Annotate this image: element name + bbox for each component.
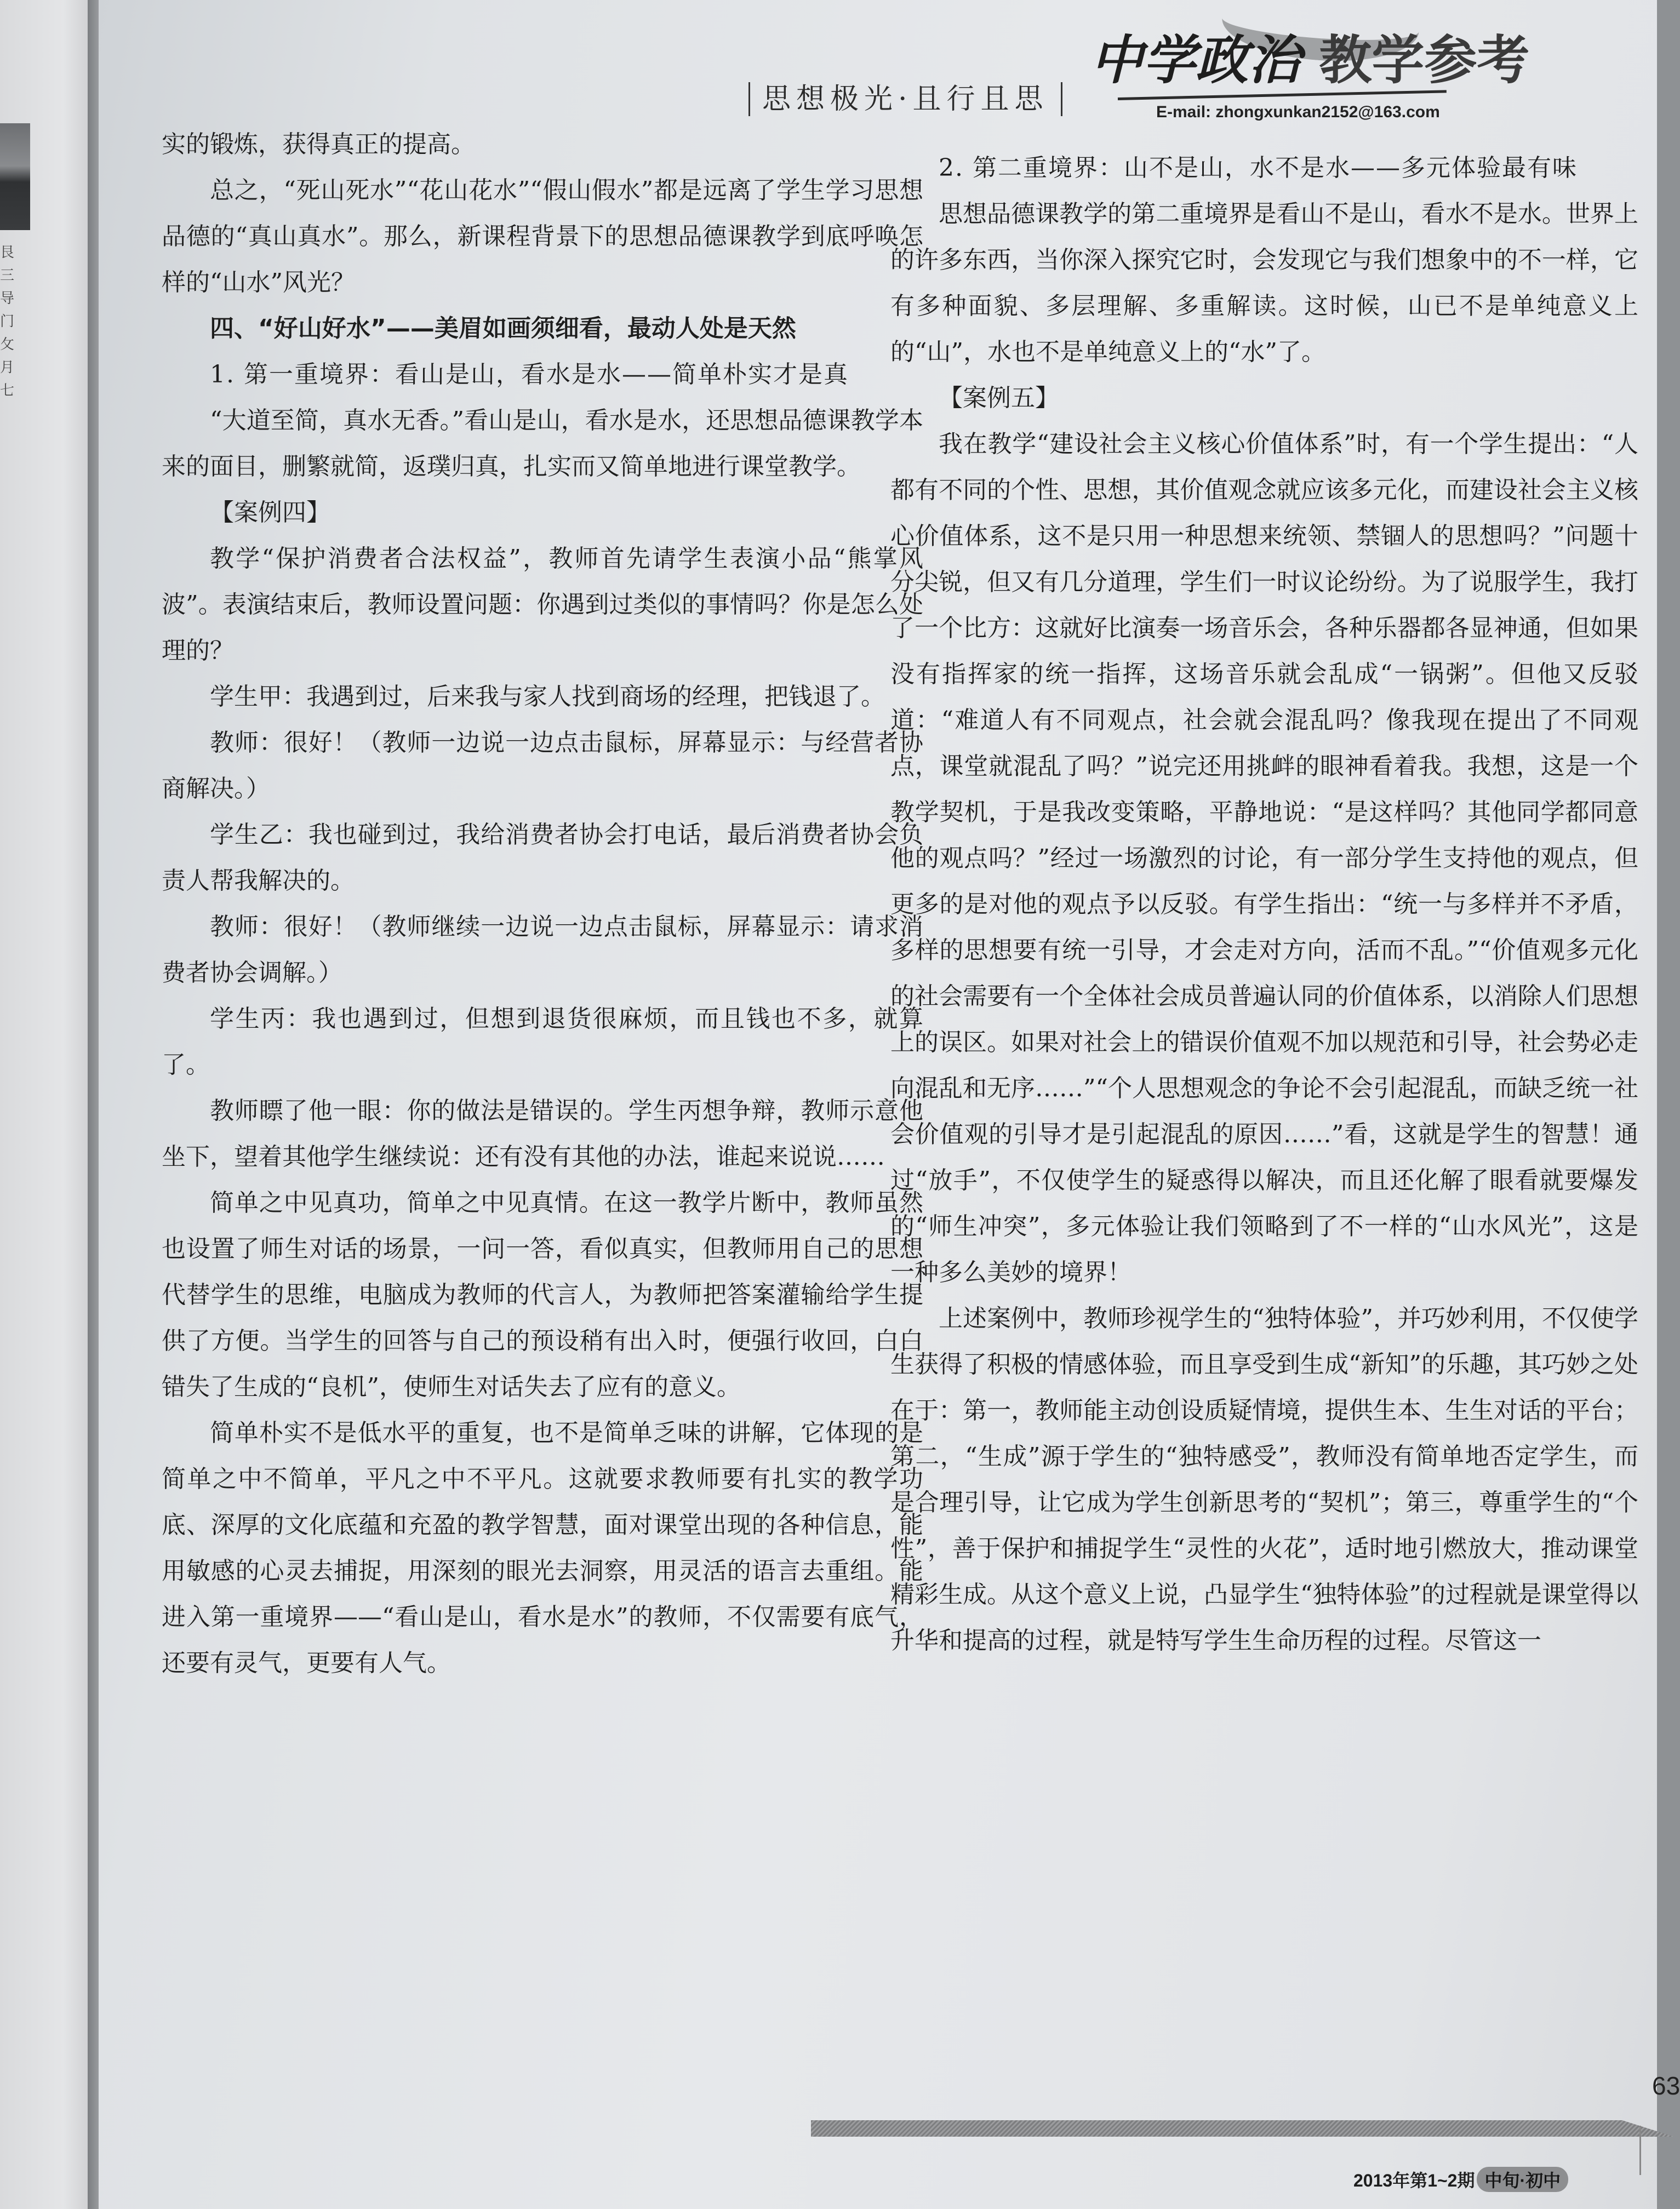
page-edge-mark xyxy=(1639,2126,1641,2175)
paragraph: 教师：很好！（教师一边说一边点击鼠标，屏幕显示：与经营者协商解决。） xyxy=(162,729,923,803)
left-column xyxy=(162,122,923,1686)
subsection-heading: 1. 第一重境界：看山是山，看水是水——简单朴实才是真 xyxy=(210,360,849,388)
paragraph: 总之，“死山死水”“花山花水”“假山假水”都是远离了学生学习思想品德的“真山真水”。那么，新课程背景下的思想品德课教学到底呼唤怎样的“山水”风光？ xyxy=(162,176,923,296)
paragraph: 学生丙：我也遇到过，但想到退货很麻烦，而且钱也不多，就算了。 xyxy=(162,1005,923,1079)
issue-number: 2013年第1~2期 xyxy=(1353,2171,1475,2190)
case-label: 【案例五】 xyxy=(939,384,1059,412)
case-label: 【案例四】 xyxy=(210,499,330,527)
partial-char: 月 xyxy=(0,359,15,376)
footer-decorative-bar xyxy=(811,2120,1674,2137)
adjacent-page-partial-text xyxy=(0,241,15,402)
issue-info xyxy=(1353,2167,1568,2192)
page-number: 63 xyxy=(1652,2071,1680,2100)
section-heading: 四、“好山好水”——美眉如画须细看，最动人处是天然 xyxy=(210,314,796,342)
paragraph: 思想品德课教学的第二重境界是看山不是山，看水不是水。世界上的许多东西，当你深入探究它时，会发现它与我们想象中的不一样，它有多种面貌、多层理解、多重解读。这时候，山已不是单纯意义上的“山”，水也不是单纯意义上的“水”了。 xyxy=(890,200,1638,366)
adjacent-page-strip xyxy=(0,0,90,2209)
edition-badge: 中旬·初中 xyxy=(1477,2167,1568,2192)
paragraph: 学生乙：我也碰到过，我给消费者协会打电话，最后消费者协会负责人帮我解决的。 xyxy=(162,821,923,895)
magazine-title xyxy=(1090,30,1529,90)
partial-char: 门 xyxy=(0,313,15,330)
paragraph: 教师：很好！（教师继续一边说一边点击鼠标，屏幕显示：请求消费者协会调解。） xyxy=(162,913,923,987)
column-section-label: 思想极光·且行且思 xyxy=(748,82,1062,116)
paragraph: 上述案例中，教师珍视学生的“独特体验”，并巧妙利用，不仅使学生获得了积极的情感体验，而且享受到生成“新知”的乐趣，其巧妙之处在于：第一，教师能主动创设质疑情境，提供生本、生生对话的平台；第二，“生成”源于学生的“独特感受”，教师没有简单地否定学生，而是合理引导，让它成为学生创新思考的“契机”；第三，尊重学生的“个性”，善于保护和捕捉学生“灵性的火花”，适时地引燃放大，推动课堂精彩生成。从这个意义上说，凸显学生“独特体验”的过程就是课堂得以升华和提高的过程，就是特写学生生命历程的过程。尽管这一 xyxy=(890,1304,1638,1655)
magazine-page xyxy=(99,0,1680,2209)
contact-email: E-mail: zhongxunkan2152@163.com xyxy=(1156,103,1440,121)
subsection-heading: 2. 第二重境界：山不是山，水不是水——多元体验最有味 xyxy=(939,154,1578,182)
paragraph: 简单之中见真功，简单之中见真情。在这一教学片断中，教师虽然也设置了师生对话的场景，一问一答，看似真实，但教师用自己的思想代替学生的思维，电脑成为教师的代言人，为教师把答案灌输给学生提供了方便。当学生的回答与自己的预设稍有出入时，便强行收回，白白错失了生成的“良机”，使师生对话失去了应有的意义。 xyxy=(162,1189,923,1401)
magazine-title-brush: 中学政治 xyxy=(1090,30,1301,91)
paragraph: 我在教学“建设社会主义核心价值体系”时，有一个学生提出：“人都有不同的个性、思想，其价值观念就应该多元化，而建设社会主义核心价值体系，这不是只用一种思想来统领、禁锢人的思想吗？”问题十分尖锐，但又有几分道理，学生们一时议论纷纷。为了说服学生，我打了一个比方：这就好比演奏一场音乐会，各种乐器都各显神通，但如果没有指挥家的统一指挥，这场音乐就会乱成“一锅粥”。但他又反驳道：“难道人有不同观点，社会就会混乱吗？像我现在提出了不同观点，课堂就混乱了吗？”说完还用挑衅的眼神看着我。我想，这是一个教学契机，于是我改变策略，平静地说：“是这样吗？其他同学都同意他的观点吗？”经过一场激烈的讨论，有一部分学生支持他的观点，但更多的是对他的观点予以反驳。有学生指出：“统一与多样并不矛盾，多样的思想要有统一引导，才会走对方向，活而不乱。”“价值观多元化的社会需要有一个全体社会成员普遍认同的价值体系，以消除人们思想上的误区。如果对社会上的错误价值观不加以规范和引导，社会势必走向混乱和无序……”“个人思想观念的争论不会引起混乱，而缺乏统一社会价值观的引导才是引起混乱的原因……”看，这就是学生的智慧！通过“放手”，不仅使学生的疑惑得以解决，而且还化解了眼看就要爆发的“师生冲突”，多元体验让我们领略到了不一样的“山水风光”，这是一种多么美妙的境界！ xyxy=(890,430,1638,1286)
right-column xyxy=(890,145,1638,1664)
adjacent-page-photo xyxy=(0,123,30,230)
header-rule xyxy=(1118,90,1447,100)
partial-char: 七 xyxy=(0,382,15,399)
paragraph: 简单朴实不是低水平的重复，也不是简单乏味的讲解，它体现的是简单之中不简单，平凡之中不平凡。这就要求教师要有扎实的教学功底、深厚的文化底蕴和充盈的教学智慧，面对课堂出现的各种信息，能用敏感的心灵去捕捉，用深刻的眼光去洞察，用灵活的语言去重组。能进入第一重境界——“看山是山，看水是水”的教师，不仅需要有底气，还要有灵气，更要有人气。 xyxy=(162,1419,923,1677)
magazine-title-plain: 教学参考 xyxy=(1319,30,1530,91)
paragraph: 实的锻炼，获得真正的提高。 xyxy=(162,130,475,158)
partial-char: 三 xyxy=(0,267,15,284)
paragraph: 学生甲：我遇到过，后来我与家人找到商场的经理，把钱退了。 xyxy=(210,683,885,711)
partial-char: 艮 xyxy=(0,244,15,261)
paragraph: 教师瞟了他一眼：你的做法是错误的。学生丙想争辩，教师示意他坐下，望着其他学生继续说：还有没有其他的办法，谁起来说说…… xyxy=(162,1097,923,1171)
paragraph: “大道至简，真水无香。”看山是山，看水是水，还思想品德课教学本来的面目，删繁就简，返璞归真，扎实而又简单地进行课堂教学。 xyxy=(162,407,923,480)
paragraph: 教学“保护消费者合法权益”，教师首先请学生表演小品“熊掌风波”。表演结束后，教师设置问题：你遇到过类似的事情吗？你是怎么处理的？ xyxy=(162,545,923,665)
partial-char: 攵 xyxy=(0,336,15,353)
partial-char: 导 xyxy=(0,290,15,307)
